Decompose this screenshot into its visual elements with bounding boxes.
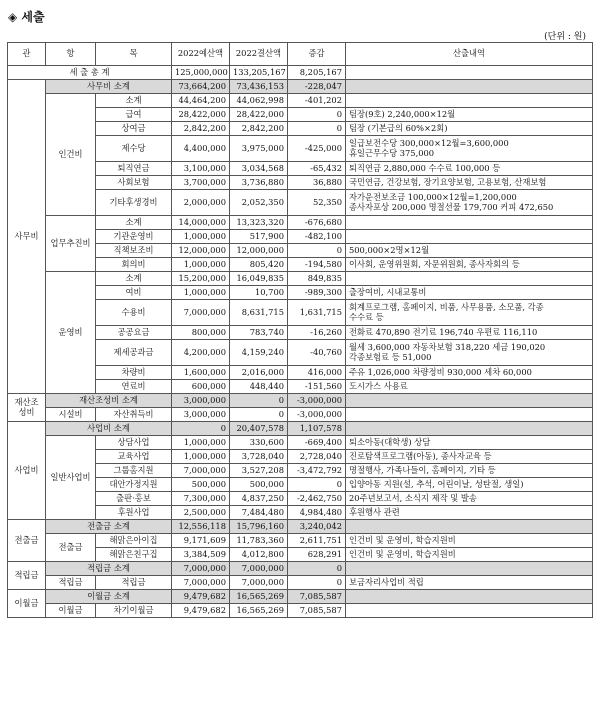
mok-cell: 제세공과금	[96, 340, 172, 366]
settled-cell: 3,975,000	[230, 136, 288, 162]
samu-subtotal-row	[8, 80, 593, 94]
budget-cell: 600,000	[172, 380, 230, 394]
budget-cell: 800,000	[172, 326, 230, 340]
table-row	[8, 506, 593, 520]
diff-cell: 2,728,040	[288, 450, 346, 464]
mok-cell: 그룹홈지원	[96, 464, 172, 478]
table-row	[8, 272, 593, 286]
mok-cell: 기타후생경비	[96, 190, 172, 216]
note-cell: 보금자리사업비 적립	[346, 576, 593, 590]
empty-cell	[346, 394, 593, 408]
mok-cell: 기관운영비	[96, 230, 172, 244]
iwol-subtotal-row	[8, 590, 593, 604]
diff-cell: 0	[288, 108, 346, 122]
note-cell: 20주년보고서, 소식지 제작 및 발송	[346, 492, 593, 506]
table-row	[8, 190, 593, 216]
mok-cell: 회의비	[96, 258, 172, 272]
diff-cell: -989,300	[288, 286, 346, 300]
settled-cell: 16,049,835	[230, 272, 288, 286]
mok-cell: 퇴직연금	[96, 162, 172, 176]
settled-cell: 16,565,269	[230, 604, 288, 618]
settled-cell: 517,900	[230, 230, 288, 244]
subtotal-settled: 0	[230, 394, 288, 408]
diff-cell: -3,472,792	[288, 464, 346, 478]
mok-cell: 소계	[96, 216, 172, 230]
budget-cell: 2,500,000	[172, 506, 230, 520]
note-cell: 이사회, 운영위원회, 자문위원회, 종사자회의 등	[346, 258, 593, 272]
note-cell	[346, 408, 593, 422]
diff-cell: 849,835	[288, 272, 346, 286]
diff-cell: -194,580	[288, 258, 346, 272]
diff-cell: 2,611,751	[288, 534, 346, 548]
total-row	[8, 66, 593, 80]
mok-cell: 교육사업	[96, 450, 172, 464]
note-cell: 국민연금, 건강보험, 장기요양보험, 고용보험, 산재보험	[346, 176, 593, 190]
subtotal-budget: 73,664,200	[172, 80, 230, 94]
hang-ilban: 일반사업비	[46, 436, 96, 520]
empty-cell	[346, 590, 593, 604]
total-label: 세 출 총 계	[8, 66, 172, 80]
header-settled: 2022결산액	[230, 43, 288, 66]
hang-unyeong: 운영비	[46, 272, 96, 394]
settled-cell: 44,062,998	[230, 94, 288, 108]
header-budget: 2022예산액	[172, 43, 230, 66]
settled-cell: 2,052,350	[230, 190, 288, 216]
note-cell	[346, 190, 593, 216]
note-line: 수수료 등	[349, 311, 384, 322]
mok-cell: 연료비	[96, 380, 172, 394]
diff-cell: 7,085,587	[288, 604, 346, 618]
settled-cell: 3,736,880	[230, 176, 288, 190]
diff-cell: 0	[288, 478, 346, 492]
table-row	[8, 94, 593, 108]
subtotal-settled: 20,407,578	[230, 422, 288, 436]
gwan-samu: 사무비	[8, 80, 46, 394]
note-cell: 퇴직연금 2,880,000 수수료 100,000 등	[346, 162, 593, 176]
mok-cell: 상담사업	[96, 436, 172, 450]
mok-cell: 사회보험	[96, 176, 172, 190]
subtotal-label: 이월금 소계	[46, 590, 172, 604]
gwan-jeonchul: 전출금	[8, 520, 46, 562]
budget-cell: 9,171,609	[172, 534, 230, 548]
table-row	[8, 286, 593, 300]
subtotal-diff: 0	[288, 562, 346, 576]
settled-cell: 7,000,000	[230, 576, 288, 590]
gwan-saeop: 사업비	[8, 422, 46, 520]
diff-cell: 1,631,715	[288, 300, 346, 326]
note-cell	[346, 272, 593, 286]
note-cell: 입양아동 지원(설, 추석, 어린이날, 성탄절, 생일)	[346, 478, 593, 492]
table-row	[8, 604, 593, 618]
table-row	[8, 122, 593, 136]
mok-cell: 자산취득비	[96, 408, 172, 422]
settled-cell: 2,016,000	[230, 366, 288, 380]
mok-cell: 직책보조비	[96, 244, 172, 258]
mok-cell: 제수당	[96, 136, 172, 162]
table-row	[8, 366, 593, 380]
note-cell: 주유 1,026,000 차량정비 930,000 세차 60,000	[346, 366, 593, 380]
budget-cell: 1,000,000	[172, 436, 230, 450]
settled-cell: 13,323,320	[230, 216, 288, 230]
settled-cell: 448,440	[230, 380, 288, 394]
diff-cell: -16,260	[288, 326, 346, 340]
subtotal-diff: -3,000,000	[288, 394, 346, 408]
hang-ingunbi: 인건비	[46, 94, 96, 216]
table-row	[8, 478, 593, 492]
budget-cell: 15,200,000	[172, 272, 230, 286]
mok-cell: 소계	[96, 272, 172, 286]
note-line: 일급보전수당 300,000×12월=3,600,000	[349, 137, 509, 148]
settled-cell: 10,700	[230, 286, 288, 300]
header-gwan: 관	[8, 43, 46, 66]
settled-cell: 330,600	[230, 436, 288, 450]
table-row	[8, 534, 593, 548]
diff-cell: -65,432	[288, 162, 346, 176]
mok-cell: 공공요금	[96, 326, 172, 340]
settled-cell: 500,000	[230, 478, 288, 492]
settled-cell: 7,484,480	[230, 506, 288, 520]
settled-cell: 8,631,715	[230, 300, 288, 326]
hang-jeonchul: 전출금	[46, 534, 96, 562]
subtotal-label: 적립금 소계	[46, 562, 172, 576]
note-cell	[346, 604, 593, 618]
mok-cell: 급여	[96, 108, 172, 122]
note-cell: 퇴소아동(대학생) 상담	[346, 436, 593, 450]
header-note: 산출내역	[346, 43, 593, 66]
budget-cell: 2,000,000	[172, 190, 230, 216]
mok-cell: 차기이월금	[96, 604, 172, 618]
budget-cell: 4,400,000	[172, 136, 230, 162]
gwan-iwol: 이월금	[8, 590, 46, 618]
section-title: ◈ 세출	[8, 10, 45, 24]
subtotal-budget: 12,556,118	[172, 520, 230, 534]
mok-cell: 소계	[96, 94, 172, 108]
budget-cell: 1,000,000	[172, 230, 230, 244]
gwan-jaesan: 재산조성비	[8, 394, 46, 422]
budget-cell: 9,479,682	[172, 604, 230, 618]
budget-cell: 2,842,200	[172, 122, 230, 136]
note-cell: 인건비 및 운영비, 학습지원비	[346, 534, 593, 548]
diff-cell: 4,984,480	[288, 506, 346, 520]
note-line: 회계프로그램, 홈페이지, 비품, 사무용품, 소모품, 각종	[349, 301, 544, 312]
settled-cell: 28,422,000	[230, 108, 288, 122]
table-row	[8, 258, 593, 272]
jeonchul-subtotal-row	[8, 520, 593, 534]
note-line: 월세 3,600,000 자동차보험 318,220 세금 190,020	[349, 341, 546, 352]
note-line: 휴일근무수당 375,000	[349, 147, 435, 158]
note-line: 자가운전보조금 100,000×12월=1,200,000	[349, 191, 517, 202]
subtotal-budget: 3,000,000	[172, 394, 230, 408]
subtotal-budget: 0	[172, 422, 230, 436]
diff-cell: 0	[288, 122, 346, 136]
table-row	[8, 436, 593, 450]
diff-cell: -669,400	[288, 436, 346, 450]
note-cell	[346, 216, 593, 230]
budget-cell: 28,422,000	[172, 108, 230, 122]
mok-cell: 여비	[96, 286, 172, 300]
jeokrip-subtotal-row	[8, 562, 593, 576]
budget-cell: 3,384,509	[172, 548, 230, 562]
subtotal-settled: 7,000,000	[230, 562, 288, 576]
subtotal-settled: 16,565,269	[230, 590, 288, 604]
table-row	[8, 108, 593, 122]
saeop-subtotal-row	[8, 422, 593, 436]
table-row	[8, 176, 593, 190]
empty-cell	[346, 520, 593, 534]
diff-cell: 52,350	[288, 190, 346, 216]
settled-cell: 11,783,360	[230, 534, 288, 548]
note-cell: 진로탐색프로그램(아동), 종사자교육 등	[346, 450, 593, 464]
budget-cell: 1,000,000	[172, 286, 230, 300]
hang-cell: 시설비	[46, 408, 96, 422]
diff-cell: -3,000,000	[288, 408, 346, 422]
note-cell: 도시가스 사용료	[346, 380, 593, 394]
note-cell	[346, 340, 593, 366]
mok-cell: 차량비	[96, 366, 172, 380]
mok-cell: 상여금	[96, 122, 172, 136]
subtotal-diff: 7,085,587	[288, 590, 346, 604]
diff-cell: -676,680	[288, 216, 346, 230]
note-cell: 팀장 (기본급의 60%×2회)	[346, 122, 593, 136]
settled-cell: 3,527,208	[230, 464, 288, 478]
note-line: 각종보험료 등 51,000	[349, 351, 432, 362]
settled-cell: 4,837,250	[230, 492, 288, 506]
settled-cell: 2,842,200	[230, 122, 288, 136]
diff-cell: 36,880	[288, 176, 346, 190]
budget-cell: 12,000,000	[172, 244, 230, 258]
empty-cell	[346, 66, 593, 80]
empty-cell	[346, 562, 593, 576]
mok-cell: 대안가정지원	[96, 478, 172, 492]
diff-cell: 0	[288, 576, 346, 590]
jaesan-subtotal-row	[8, 394, 593, 408]
subtotal-settled: 15,796,160	[230, 520, 288, 534]
settled-cell: 805,420	[230, 258, 288, 272]
header-diff: 증감	[288, 43, 346, 66]
budget-cell: 7,300,000	[172, 492, 230, 506]
table-row	[8, 230, 593, 244]
table-row	[8, 340, 593, 366]
header-mok: 목	[96, 43, 172, 66]
budget-cell: 500,000	[172, 478, 230, 492]
diff-cell: -401,202	[288, 94, 346, 108]
subtotal-diff: 1,107,578	[288, 422, 346, 436]
diff-cell: -2,462,750	[288, 492, 346, 506]
total-diff: 8,205,167	[288, 66, 346, 80]
diff-cell: -151,560	[288, 380, 346, 394]
subtotal-label: 사업비 소계	[46, 422, 172, 436]
empty-cell	[346, 80, 593, 94]
table-row	[8, 162, 593, 176]
budget-cell: 14,000,000	[172, 216, 230, 230]
settled-cell: 3,034,568	[230, 162, 288, 176]
table-row	[8, 450, 593, 464]
mok-cell: 출판·홍보	[96, 492, 172, 506]
expenditure-table	[7, 42, 593, 618]
budget-cell: 7,000,000	[172, 464, 230, 478]
budget-cell: 1,000,000	[172, 258, 230, 272]
table-row	[8, 464, 593, 478]
unit-label: (단위 : 원)	[544, 32, 586, 42]
subtotal-budget: 7,000,000	[172, 562, 230, 576]
table-row	[8, 244, 593, 258]
mok-cell: 후원사업	[96, 506, 172, 520]
mok-cell: 해맑은아이집	[96, 534, 172, 548]
diff-cell: 628,291	[288, 548, 346, 562]
subtotal-settled: 73,436,153	[230, 80, 288, 94]
settled-cell: 783,740	[230, 326, 288, 340]
subtotal-diff: 3,240,042	[288, 520, 346, 534]
table-row	[8, 136, 593, 162]
mok-cell: 적립금	[96, 576, 172, 590]
budget-cell: 3,000,000	[172, 408, 230, 422]
settled-cell: 12,000,000	[230, 244, 288, 258]
note-cell: 팀장(9호) 2,240,000×12월	[346, 108, 593, 122]
hang-upmu: 업무추진비	[46, 216, 96, 272]
note-cell: 명절행사, 가족나들이, 홈페이지, 기타 등	[346, 464, 593, 478]
table-row	[8, 408, 593, 422]
settled-cell: 4,012,800	[230, 548, 288, 562]
hang-cell: 적립금	[46, 576, 96, 590]
subtotal-label: 재산조성비 소계	[46, 394, 172, 408]
note-cell: 인건비 및 운영비, 학습지원비	[346, 548, 593, 562]
subtotal-label: 전출금 소계	[46, 520, 172, 534]
budget-cell: 3,700,000	[172, 176, 230, 190]
budget-cell: 3,100,000	[172, 162, 230, 176]
header-hang: 항	[46, 43, 96, 66]
subtotal-budget: 9,479,682	[172, 590, 230, 604]
note-cell	[346, 136, 593, 162]
table-row	[8, 380, 593, 394]
subtotal-label: 사무비 소계	[46, 80, 172, 94]
settled-cell: 4,159,240	[230, 340, 288, 366]
mok-cell: 수용비	[96, 300, 172, 326]
table-row	[8, 492, 593, 506]
note-cell	[346, 230, 593, 244]
table-row	[8, 216, 593, 230]
empty-cell	[346, 422, 593, 436]
budget-cell: 7,000,000	[172, 300, 230, 326]
diff-cell: -425,000	[288, 136, 346, 162]
note-cell	[346, 94, 593, 108]
note-cell	[346, 300, 593, 326]
mok-cell: 해맑은친구집	[96, 548, 172, 562]
note-cell: 전화료 470,890 전기료 196,740 우편료 116,110	[346, 326, 593, 340]
subtotal-diff: -228,047	[288, 80, 346, 94]
table-header	[8, 43, 593, 66]
diff-cell: 0	[288, 244, 346, 258]
budget-cell: 7,000,000	[172, 576, 230, 590]
table-row	[8, 300, 593, 326]
total-budget: 125,000,000	[172, 66, 230, 80]
budget-cell: 44,464,200	[172, 94, 230, 108]
budget-cell: 1,600,000	[172, 366, 230, 380]
table-row	[8, 576, 593, 590]
note-cell: 출장여비, 시내교통비	[346, 286, 593, 300]
total-settled: 133,205,167	[230, 66, 288, 80]
note-line: 종사자포상 200,000 명절선물 179,700 커피 472,650	[349, 201, 554, 212]
gwan-jeokrip: 적립금	[8, 562, 46, 590]
table-row	[8, 326, 593, 340]
settled-cell: 3,728,040	[230, 450, 288, 464]
diff-cell: -40,760	[288, 340, 346, 366]
diff-cell: 416,000	[288, 366, 346, 380]
note-cell: 후원행사 관련	[346, 506, 593, 520]
note-cell: 500,000×2명×12월	[346, 244, 593, 258]
budget-cell: 4,200,000	[172, 340, 230, 366]
settled-cell: 0	[230, 408, 288, 422]
diff-cell: -482,100	[288, 230, 346, 244]
table-row	[8, 548, 593, 562]
budget-cell: 1,000,000	[172, 450, 230, 464]
hang-cell: 이월금	[46, 604, 96, 618]
